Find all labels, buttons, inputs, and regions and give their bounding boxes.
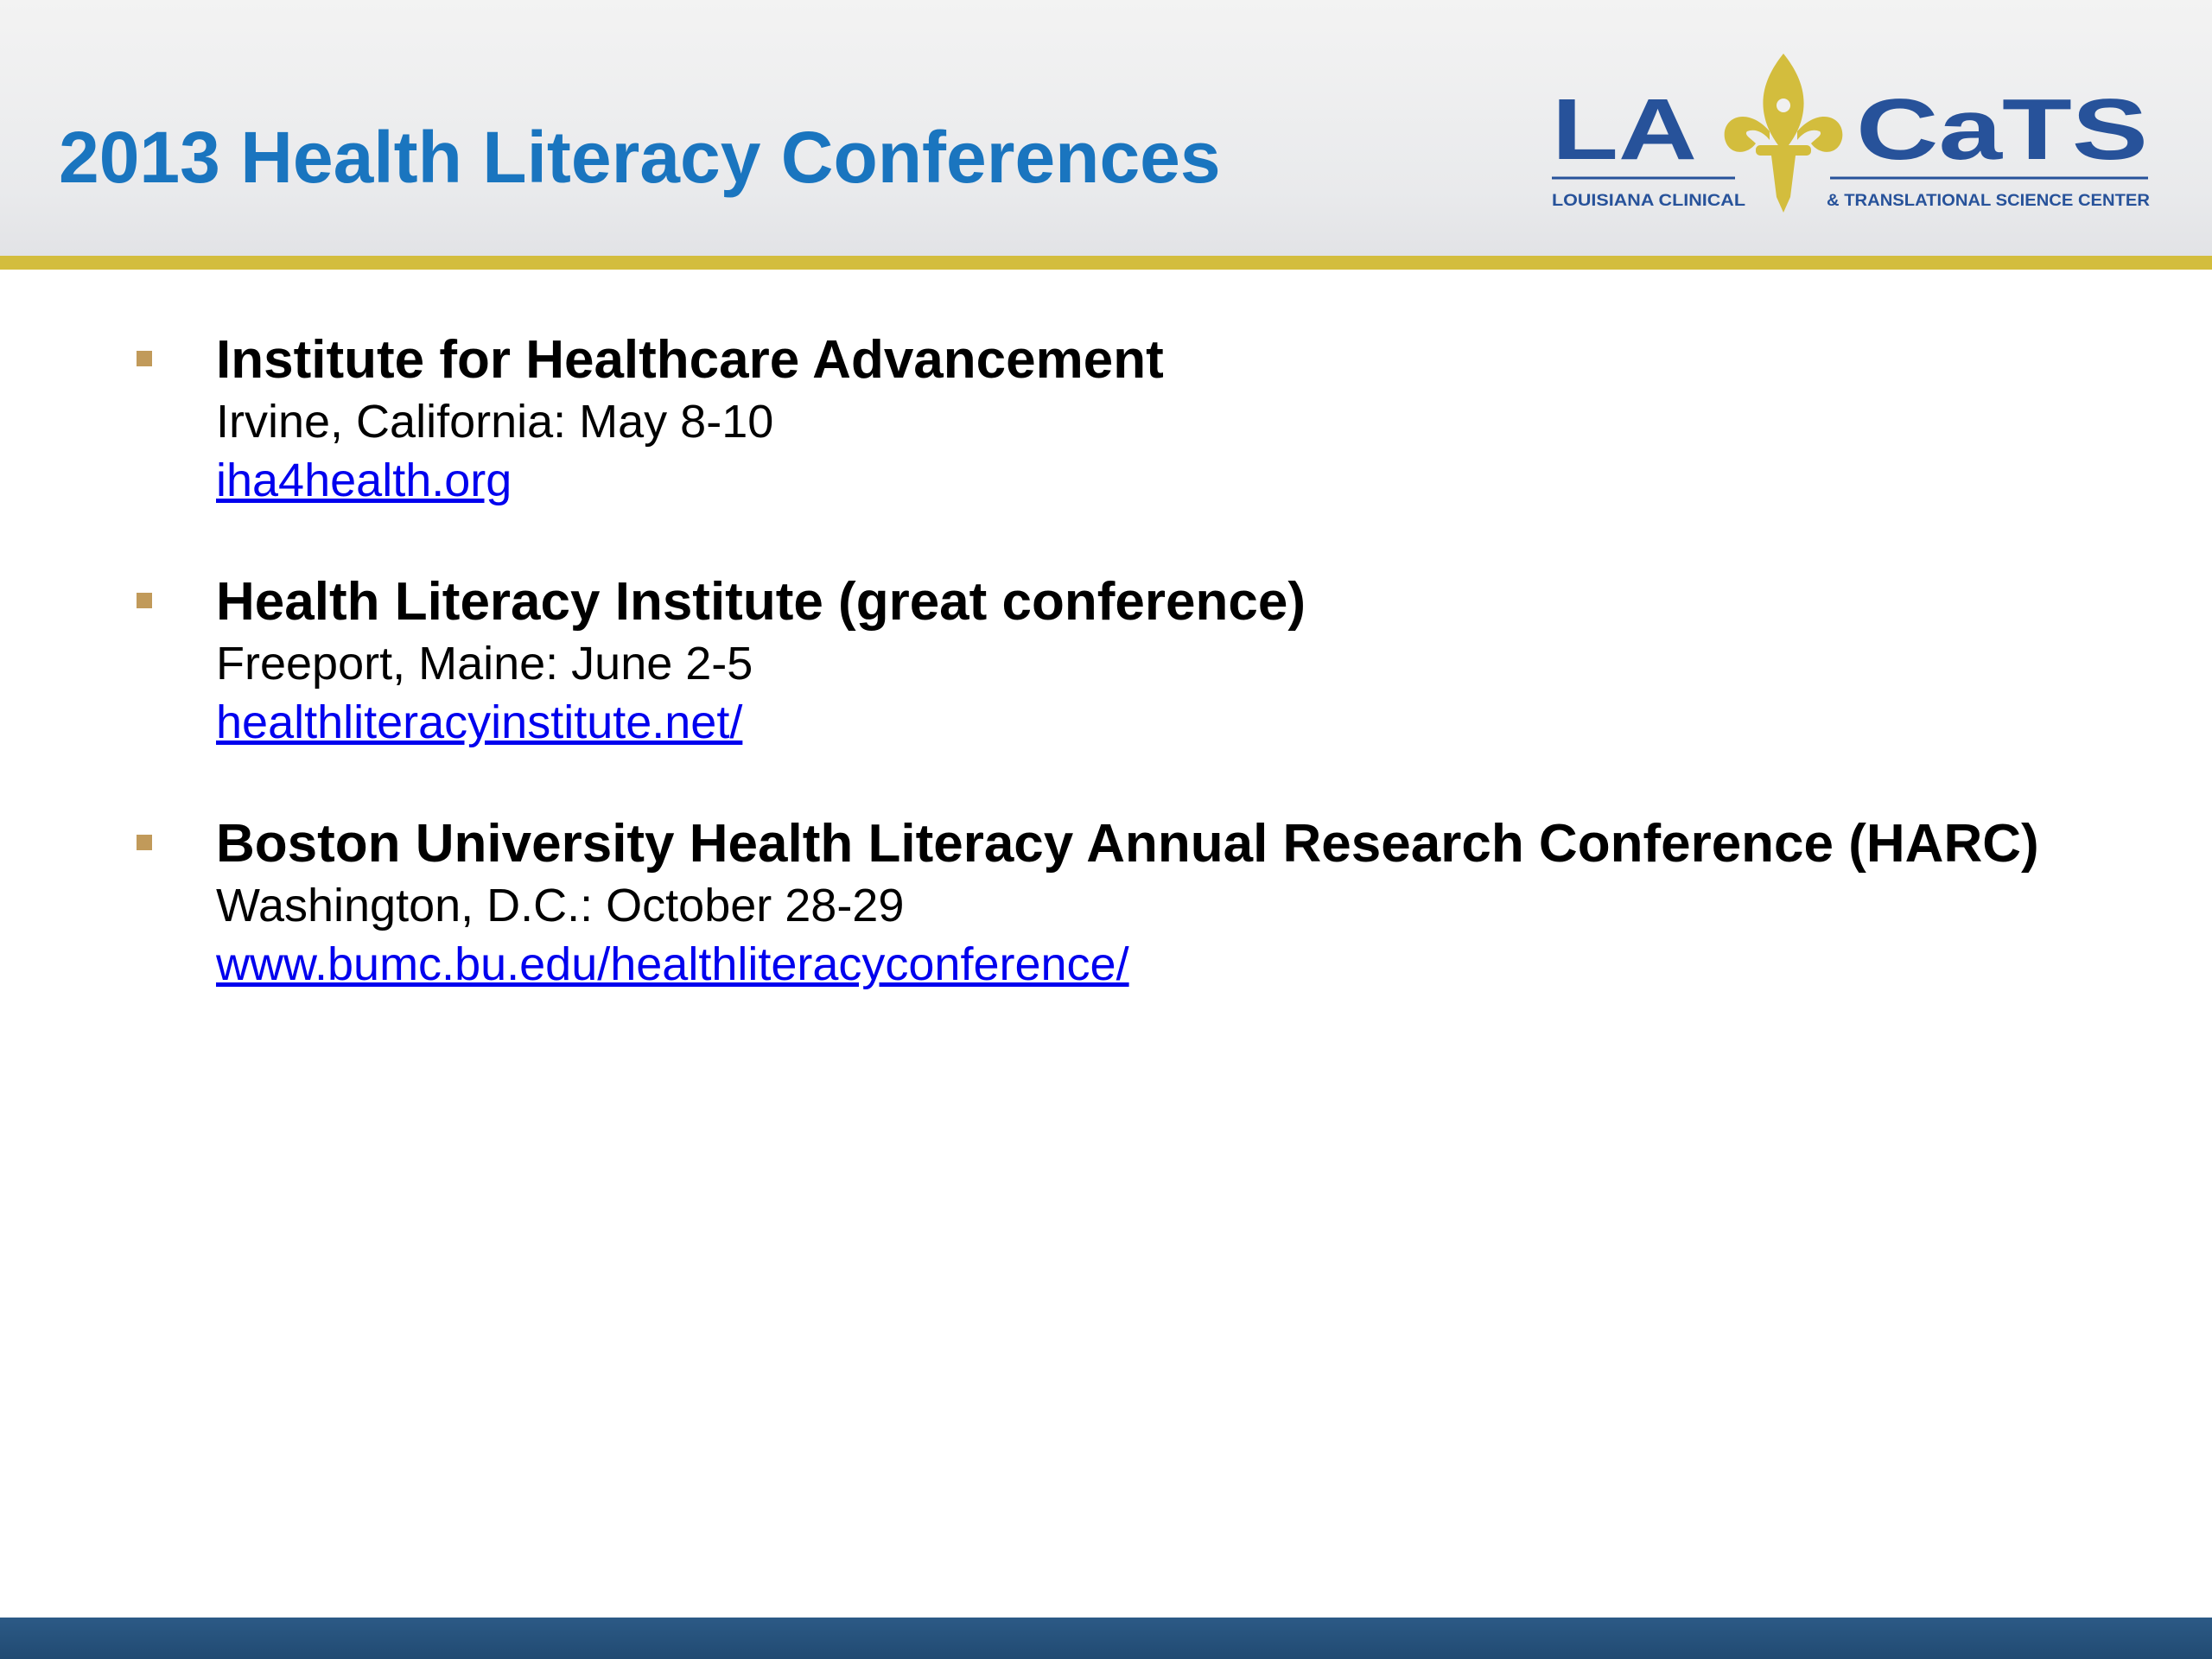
conference-location-date: Freeport, Maine: June 2-5 bbox=[216, 638, 753, 690]
conference-location-date: Irvine, California: May 8-10 bbox=[216, 396, 774, 448]
logo-right-text: CaTS bbox=[1856, 81, 2148, 178]
conference-name: Health Literacy Institute (great conference) bbox=[216, 572, 1306, 632]
header-divider bbox=[0, 256, 2212, 270]
logo-subtitle-left: LOUISIANA CLINICAL bbox=[1552, 192, 1746, 210]
conference-item bbox=[0, 570, 2212, 752]
conference-link[interactable]: healthliteracyinstitute.net/ bbox=[216, 696, 743, 748]
square-bullet-icon bbox=[137, 835, 152, 850]
slide-header bbox=[0, 0, 2212, 256]
conference-name: Institute for Healthcare Advancement bbox=[216, 330, 1164, 390]
conference-link[interactable]: iha4health.org bbox=[216, 454, 512, 506]
logo-left-text: LA bbox=[1552, 81, 1697, 178]
conference-item bbox=[0, 328, 2212, 510]
fleur-de-lis-icon bbox=[1725, 54, 1843, 213]
logo-subtitle-right: & TRANSLATIONAL SCIENCE CENTER bbox=[1827, 192, 2151, 210]
conference-location-date: Washington, D.C.: October 28-29 bbox=[216, 880, 905, 931]
conference-name: Boston University Health Literacy Annual Research Conference (HARC) bbox=[216, 814, 2039, 874]
footer-bar bbox=[0, 1618, 2212, 1659]
slide-title: 2013 Health Literacy Conferences bbox=[59, 117, 1221, 198]
conference-item bbox=[0, 812, 2212, 994]
conference-list bbox=[0, 328, 2212, 1054]
conference-link[interactable]: www.bumc.bu.edu/healthliteracyconference/ bbox=[216, 938, 1129, 990]
la-cats-logo bbox=[1552, 48, 2153, 221]
square-bullet-icon bbox=[137, 351, 152, 366]
square-bullet-icon bbox=[137, 593, 152, 608]
